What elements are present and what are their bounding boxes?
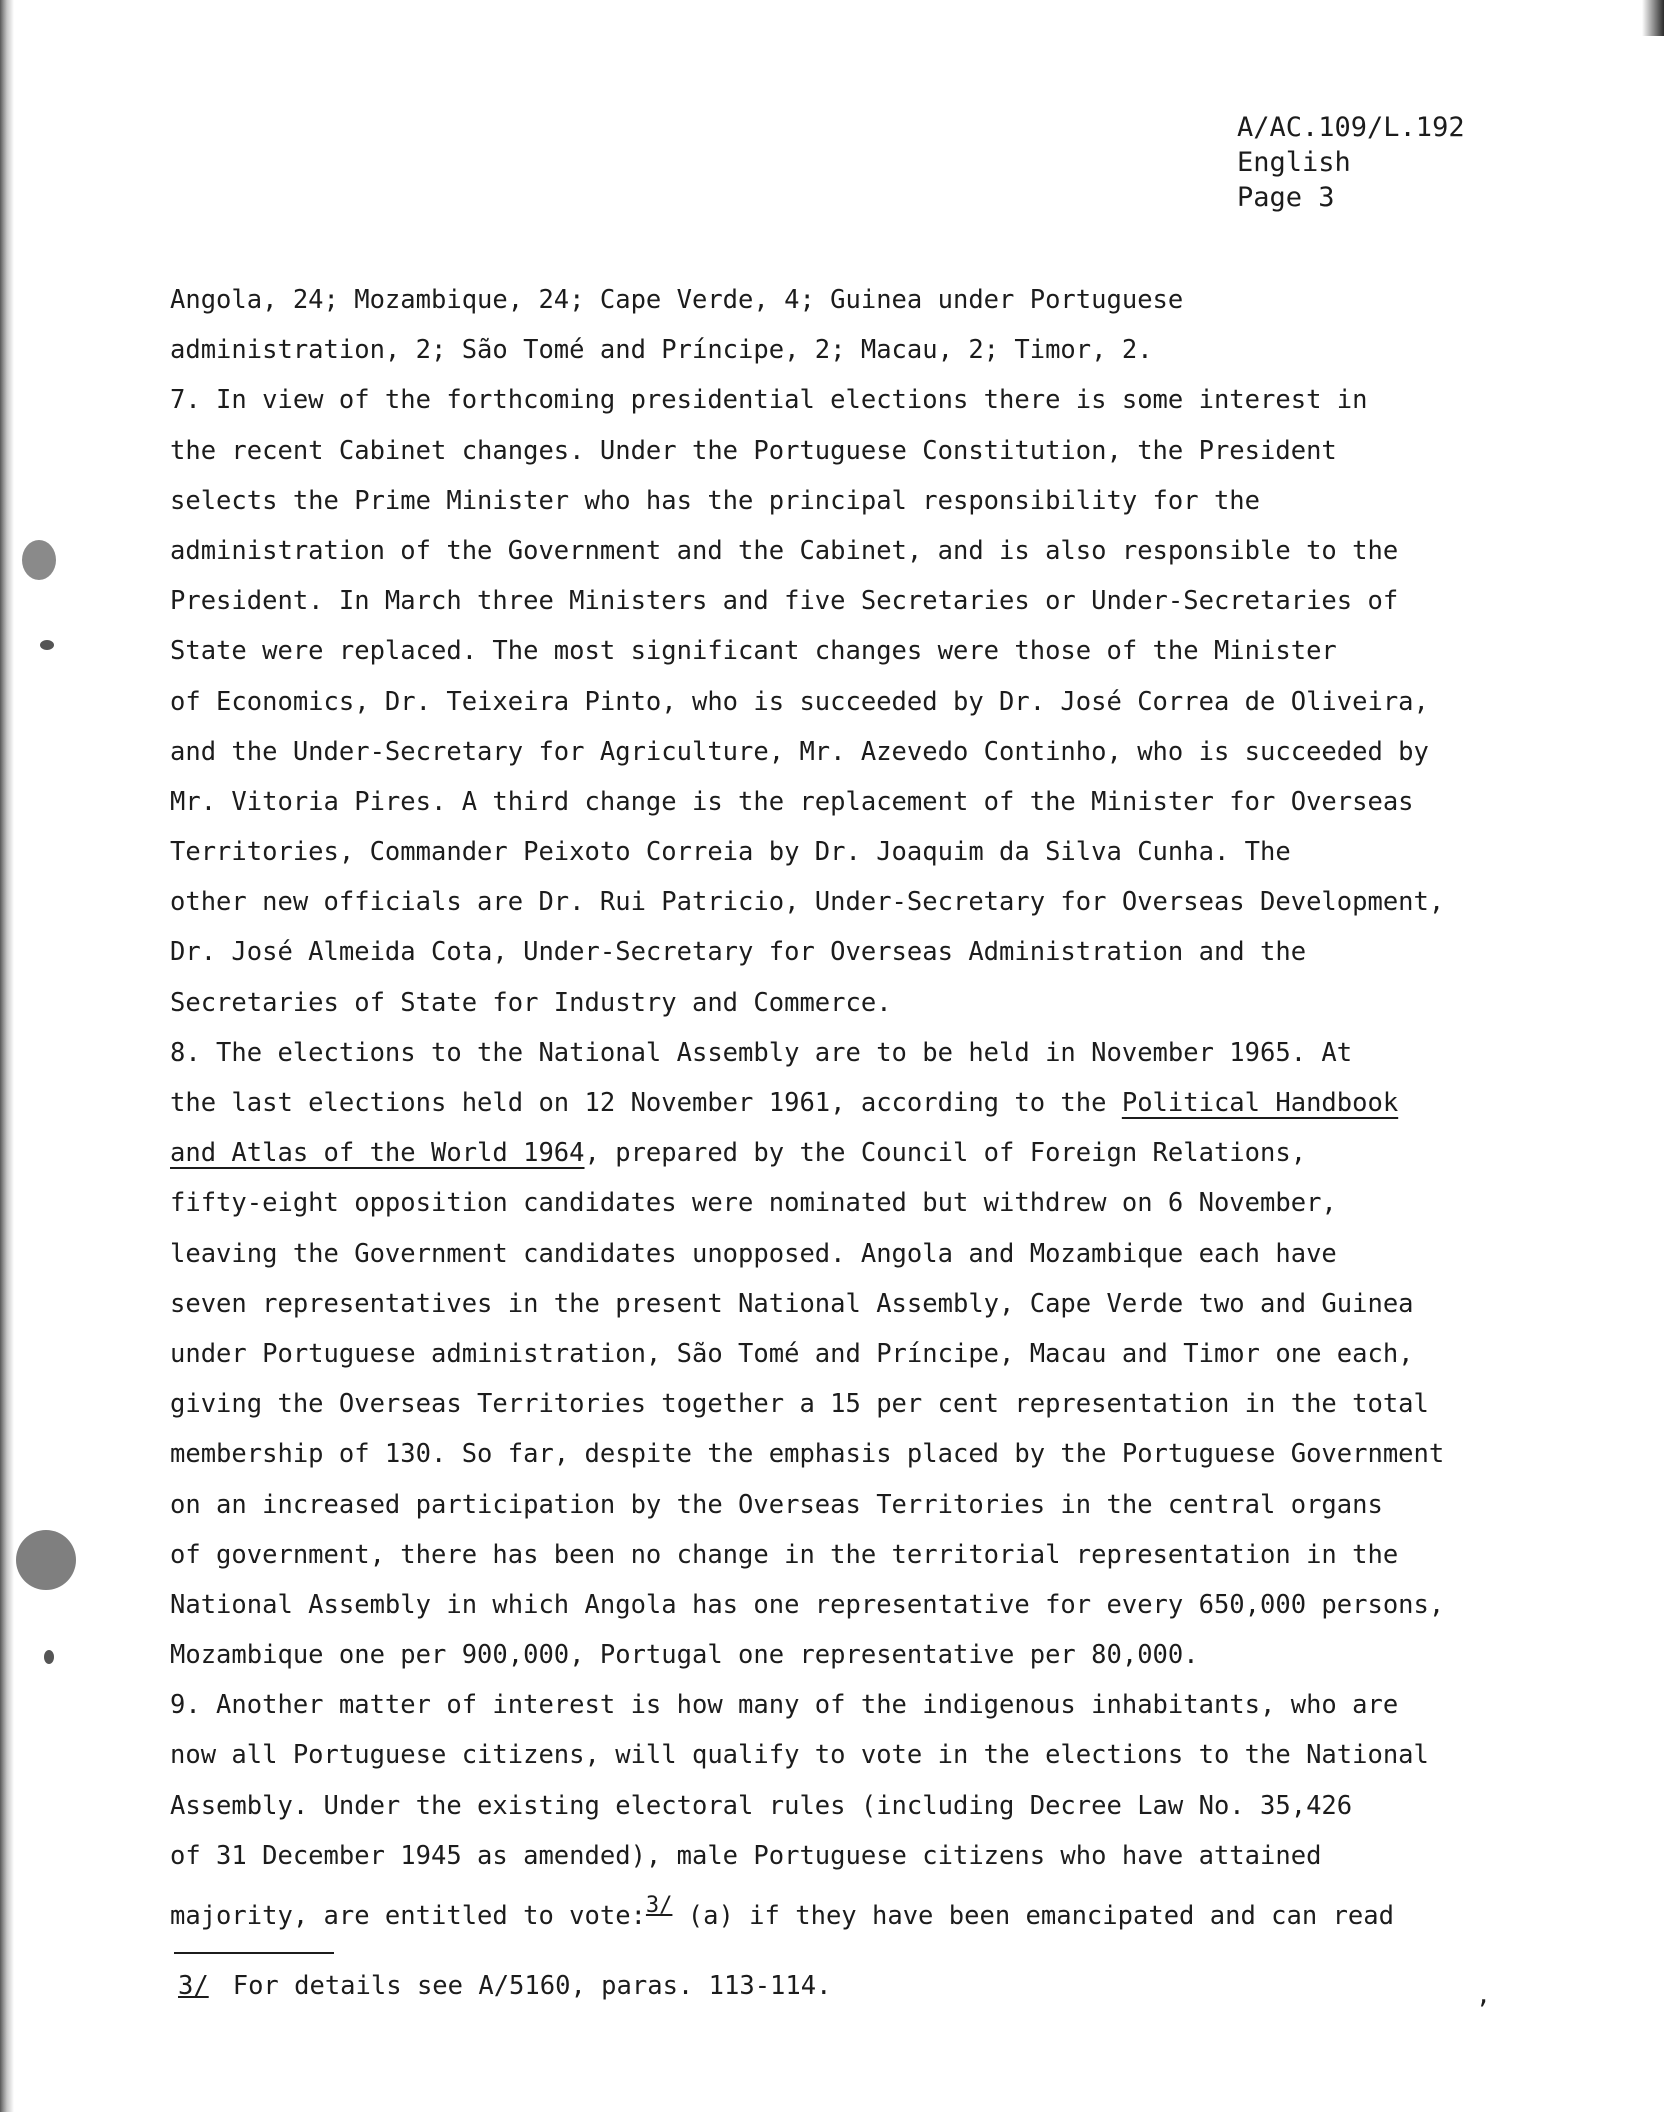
handbook-title-continued: and Atlas of the World 1964 (170, 1138, 585, 1169)
text-line: fifty-eight opposition candidates were nominated but withdrew on 6 November, (170, 1188, 1337, 1219)
text-line: President. In March three Ministers and five Secretaries or Under-Secretaries of (170, 586, 1399, 617)
text-line: State were replaced. The most significant changes were those of the Minister (170, 636, 1337, 667)
scan-edge-shadow (0, 0, 14, 2112)
text-line: Mr. Vitoria Pires. A third change is the replacement of the Minister for Overseas (170, 786, 1414, 817)
text-line: of Economics, Dr. Teixeira Pinto, who is succeeded by Dr. José Correa de Oliveira, (170, 686, 1429, 717)
text-line: and the Under-Secretary for Agriculture, Mr. Azevedo Continho, who is succeeded by (170, 736, 1429, 767)
footnote-mark: 3/ (178, 1971, 209, 2001)
text-line: giving the Overseas Territories together a 15 per cent representation in the total (170, 1389, 1429, 1420)
text-line: Dr. José Almeida Cota, Under-Secretary for Overseas Administration and the (170, 937, 1307, 968)
scan-smudge (44, 1650, 54, 1664)
footnote-reference[interactable]: 3/ (645, 1893, 673, 1918)
text-line: now all Portuguese citizens, will qualify to vote in the elections to the National (170, 1740, 1429, 1771)
scan-smudge (16, 1530, 76, 1590)
text-line: selects the Prime Minister who has the principal responsibility for the (170, 485, 1261, 516)
text-line: membership of 130. So far, despite the emphasis placed by the Portuguese Government (170, 1439, 1445, 1470)
footnote-divider (174, 1952, 334, 1954)
text-segment: the last elections held on 12 November 1961, according to the (170, 1088, 1122, 1118)
text-line: Secretaries of State for Industry and Commerce. (170, 987, 892, 1018)
scan-smudge (22, 540, 56, 580)
text-line: 9. Another matter of interest is how many of the indigenous inhabitants, who are (170, 1690, 1399, 1721)
text-line: administration, 2; São Tomé and Príncipe, 2; Macau, 2; Timor, 2. (170, 335, 1153, 366)
text-line: other new officials are Dr. Rui Patricio, Under-Secretary for Overseas Development, (170, 887, 1445, 918)
text-line: the recent Cabinet changes. Under the Portuguese Constitution, the President (170, 435, 1337, 466)
text-line: seven representatives in the present National Assembly, Cape Verde two and Guinea (170, 1288, 1414, 1319)
text-line: Angola, 24; Mozambique, 24; Cape Verde, 4; Guinea under Portuguese (170, 285, 1184, 315)
handbook-title: Political Handbook (1121, 1088, 1399, 1118)
text-line: Territories, Commander Peixoto Correia by Dr. Joaquim da Silva Cunha. The (170, 837, 1291, 868)
text-line (170, 1881, 1590, 1931)
footnote-text: For details see A/5160, paras. 113-114. (232, 1971, 832, 2001)
document-symbol: A/AC.109/L.192 (1237, 112, 1465, 143)
scan-smudge (40, 640, 54, 650)
document-language: English (1237, 147, 1351, 178)
text-line: Mozambique one per 900,000, Portugal one representative per 80,000. (170, 1640, 1199, 1671)
body-text (170, 275, 1590, 1931)
text-line: of 31 December 1945 as amended), male Portuguese citizens who have attained (170, 1840, 1322, 1871)
text-line: under Portuguese administration, São Tomé and Príncipe, Macau and Timor one each, (170, 1338, 1414, 1369)
stray-mark: , (1476, 1980, 1492, 2009)
text-line: administration of the Government and the Cabinet, and is also responsible to the (170, 535, 1399, 566)
text-line: of government, there has been no change in the territorial representation in the (170, 1539, 1399, 1570)
text-line: National Assembly in which Angola has one representative for every 650,000 persons, (170, 1589, 1445, 1620)
text-line: 7. In view of the forthcoming presidential elections there is some interest in (170, 385, 1368, 416)
text-segment: (a) if they have been emancipated and can read (672, 1901, 1394, 1931)
text-line: on an increased participation by the Overseas Territories in the central organs (170, 1489, 1383, 1520)
document-header (1237, 110, 1465, 215)
footnote (178, 1968, 831, 2004)
scan-corner-shadow (1642, 0, 1664, 36)
page-number: Page 3 (1237, 182, 1335, 213)
text-line (170, 1078, 1590, 1128)
text-line: 8. The elections to the National Assembly are to be held in November 1965. At (170, 1037, 1353, 1068)
text-line: leaving the Government candidates unopposed. Angola and Mozambique each have (170, 1238, 1337, 1269)
text-line (170, 1128, 1590, 1178)
text-segment: , prepared by the Council of Foreign Relations, (584, 1138, 1307, 1169)
text-line: Assembly. Under the existing electoral rules (including Decree Law No. 35,426 (170, 1790, 1353, 1821)
text-segment: majority, are entitled to vote: (170, 1901, 646, 1931)
